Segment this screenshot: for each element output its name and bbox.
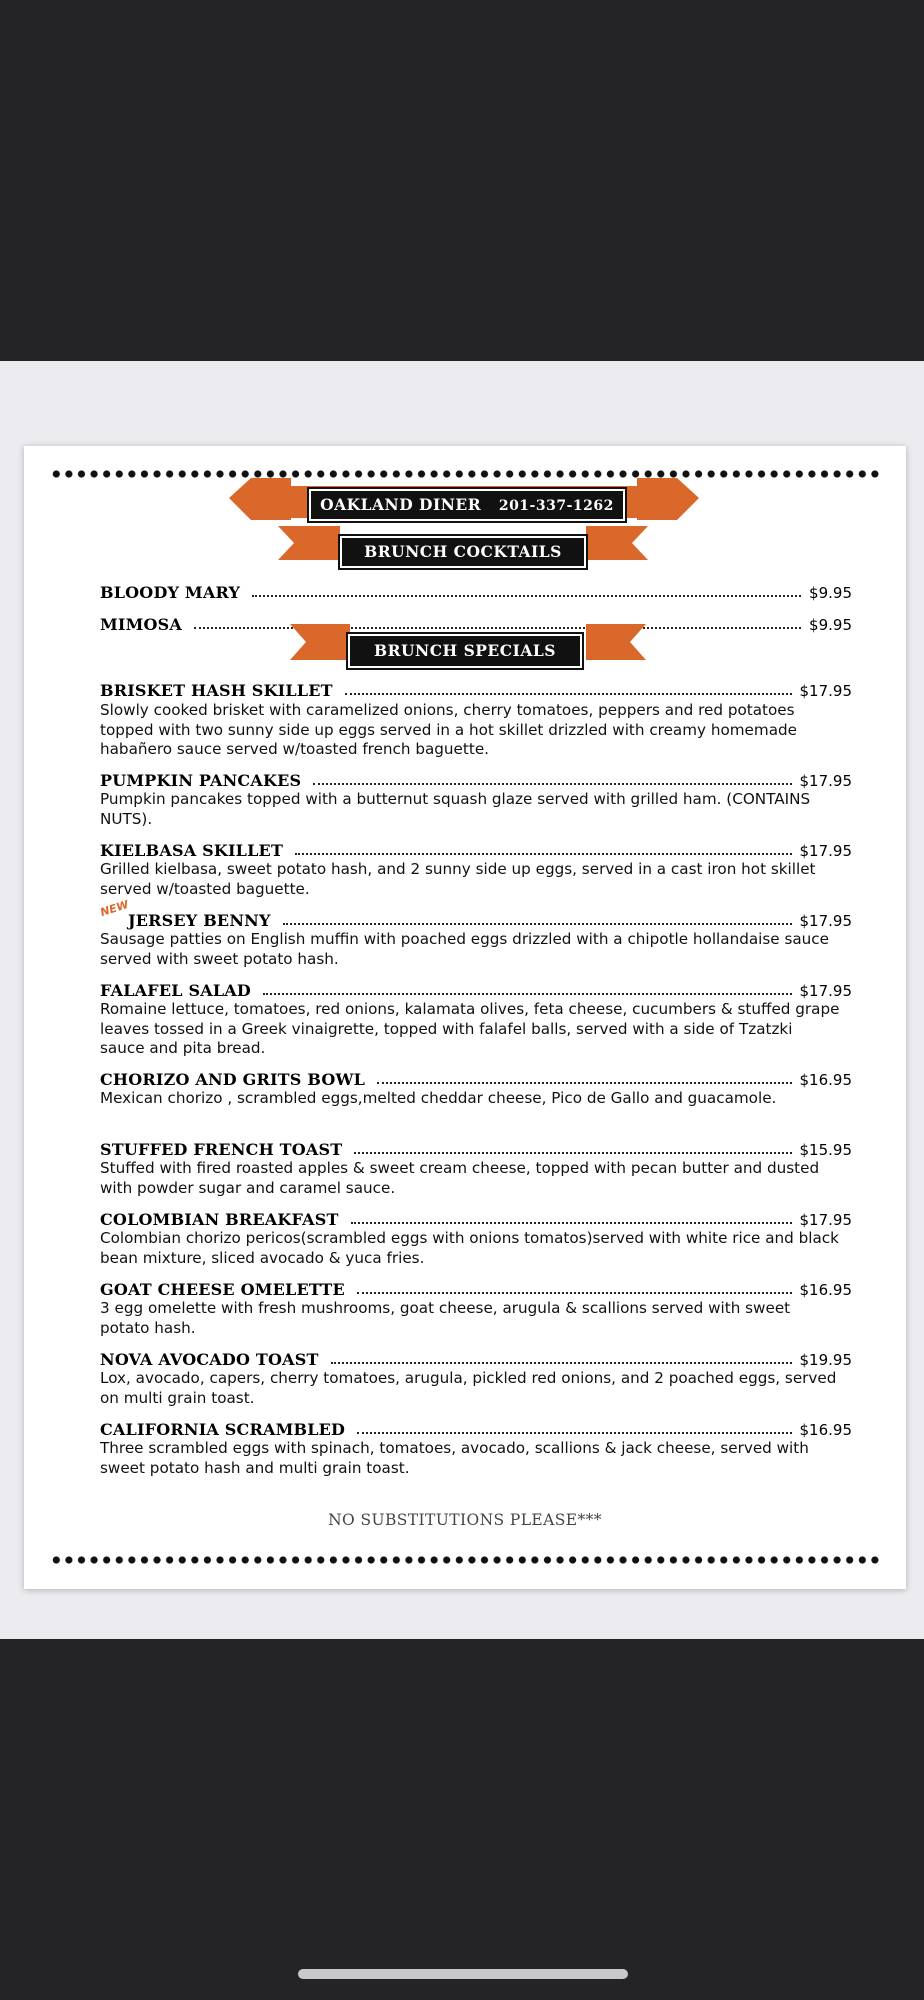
item-name: MIMOSA (100, 615, 183, 634)
item-description: Romaine lettuce, tomatoes, red onions, kalamata olives, feta cheese, cucumbers & stuffed grape leaves tossed in a Greek vinaigrette, topped with falafel balls, served with a side of Tzatzki sauce and pita bread. (100, 1000, 840, 1057)
special-item (100, 978, 852, 1000)
item-price: $19.95 (799, 1351, 852, 1369)
item-description: 3 egg omelette with fresh mushrooms, goat cheese, arugula & scallions served with sweet potato hash. (100, 1299, 791, 1337)
item-price: $17.95 (799, 772, 852, 790)
item-price: $17.95 (799, 682, 852, 700)
menu-card (24, 446, 906, 1589)
item-description: Three scrambled eggs with spinach, tomatoes, avocado, scallions & jack cheese, served with sweet potato hash and multi grain toast. (100, 1439, 809, 1477)
special-item (100, 1207, 852, 1229)
cocktails-title: BRUNCH COCKTAILS (364, 542, 562, 561)
dot-leader (354, 1151, 791, 1154)
specials-title: BRUNCH SPECIALS (374, 641, 556, 660)
diner-title-box (309, 489, 625, 521)
item-name: KIELBASA SKILLET (100, 841, 284, 860)
dot-leader (331, 1361, 792, 1364)
dot-leader (263, 992, 792, 995)
item-name: PUMPKIN PANCAKES (100, 771, 302, 790)
item-price: $17.95 (799, 912, 852, 930)
item-description: Grilled kielbasa, sweet potato hash, and 2 sunny side up eggs, served in a cast iron hot skillet served w/toasted baguette. (100, 860, 816, 898)
special-item (100, 1067, 852, 1089)
dot-leader (357, 1291, 792, 1294)
item-description: Pumpkin pancakes topped with a butternut squash glaze served with grilled ham. (CONTAINS NUTS). (100, 790, 811, 828)
item-price: $17.95 (799, 842, 852, 860)
cocktail-item (100, 580, 852, 602)
item-name: CALIFORNIA SCRAMBLED (100, 1420, 346, 1439)
special-item (128, 908, 852, 930)
dot-leader (377, 1081, 791, 1084)
dot-leader (357, 1431, 791, 1434)
dot-leader (295, 852, 791, 855)
item-description: Stuffed with fired roasted apples & sweet cream cheese, topped with pecan butter and dusted with powder sugar and caramel sauce. (100, 1159, 820, 1197)
home-indicator[interactable] (298, 1969, 628, 1979)
special-item (100, 1417, 852, 1439)
item-name: BLOODY MARY (100, 583, 241, 602)
bottom-dot-border (50, 1556, 880, 1564)
dot-leader (313, 782, 791, 785)
item-description: Mexican chorizo , scrambled eggs,melted cheddar cheese, Pico de Gallo and guacamole. (100, 1089, 777, 1107)
dot-leader (351, 1221, 792, 1224)
specials-title-box (348, 634, 582, 668)
special-item (100, 678, 852, 700)
item-description: Sausage patties on English muffin with poached eggs drizzled with a chipotle hollandaise sauce served with sweet potato hash. (100, 930, 829, 968)
item-name: FALAFEL SALAD (100, 981, 251, 1000)
no-substitutions-note: NO SUBSTITUTIONS PLEASE*** (328, 1511, 602, 1529)
item-name: STUFFED FRENCH TOAST (100, 1140, 343, 1159)
dot-leader (252, 594, 801, 597)
item-price: $9.95 (809, 616, 852, 634)
dot-leader (283, 922, 792, 925)
special-item (100, 1137, 852, 1159)
item-price: $9.95 (809, 584, 852, 602)
special-item (100, 1347, 852, 1369)
item-price: $15.95 (799, 1141, 852, 1159)
item-price: $17.95 (799, 1211, 852, 1229)
item-name: COLOMBIAN BREAKFAST (100, 1210, 339, 1229)
special-item (100, 1277, 852, 1299)
special-item (100, 838, 852, 860)
item-name: BRISKET HASH SKILLET (100, 681, 333, 700)
item-description: Slowly cooked brisket with caramelized onions, cherry tomatoes, peppers and red potatoes topped with two sunny side up eggs served in a hot skillet drizzled with creamy homemade habañero sauce served w/toasted french baguette. (100, 701, 797, 758)
item-price: $16.95 (799, 1071, 852, 1089)
item-price: $17.95 (799, 982, 852, 1000)
item-description: Colombian chorizo pericos(scrambled eggs with onions tomatos)served with white rice and black bean mixture, sliced avocado & yuca fries. (100, 1229, 839, 1267)
dot-leader (345, 692, 792, 695)
item-name: JERSEY BENNY (128, 911, 271, 930)
item-name: GOAT CHEESE OMELETTE (100, 1280, 345, 1299)
item-price: $16.95 (799, 1281, 852, 1299)
item-name: CHORIZO AND GRITS BOWL (100, 1070, 366, 1089)
item-description: Lox, avocado, capers, cherry tomatoes, arugula, pickled red onions, and 2 poached eggs, served on multi grain toast. (100, 1369, 837, 1407)
special-item (100, 768, 852, 790)
cocktails-title-box (340, 536, 586, 568)
item-name: NOVA AVOCADO TOAST (100, 1350, 319, 1369)
new-badge: NEW (98, 897, 131, 920)
item-price: $16.95 (799, 1421, 852, 1439)
diner-name: OAKLAND DINER (320, 495, 482, 514)
diner-phone: 201-337-1262 (498, 498, 614, 514)
